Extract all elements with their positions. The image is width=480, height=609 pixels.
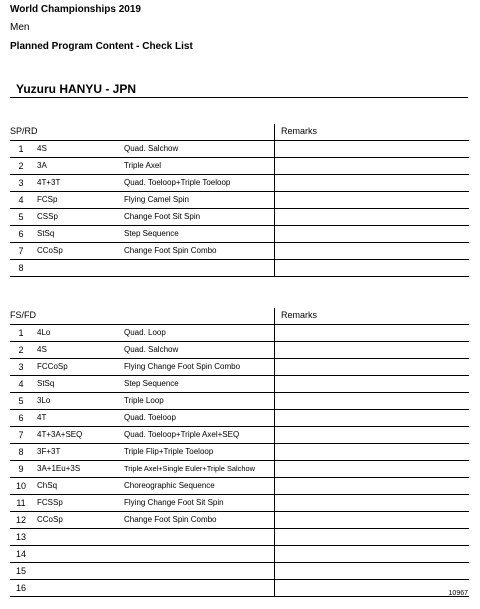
element-row <box>10 141 469 158</box>
element-description: Quad. Salchow <box>124 345 179 354</box>
remarks-cell[interactable] <box>274 226 469 242</box>
element-description: Triple Axel <box>124 161 162 170</box>
element-number: 4 <box>18 379 24 389</box>
element-row <box>10 243 469 260</box>
column-divider <box>274 124 275 140</box>
remarks-cell[interactable] <box>274 495 469 511</box>
element-number: 5 <box>18 396 24 406</box>
remarks-cell[interactable] <box>274 563 469 579</box>
element-code: 3F+3T <box>37 447 61 456</box>
remarks-cell[interactable] <box>274 461 469 477</box>
element-number: 10 <box>15 481 26 491</box>
remarks-cell[interactable] <box>274 325 469 341</box>
element-code: FCSSp <box>37 498 63 507</box>
element-code: 4T+3A+SEQ <box>37 430 83 439</box>
element-description: Quad. Toeloop+Triple Toeloop <box>124 178 231 187</box>
remarks-header: Remarks <box>281 310 318 320</box>
element-number: 9 <box>18 464 24 474</box>
remarks-cell[interactable] <box>274 209 469 225</box>
remarks-cell[interactable] <box>274 342 469 358</box>
element-row <box>10 342 469 359</box>
element-description: Quad. Toeloop+Triple Axel+SEQ <box>124 430 240 439</box>
element-number: 6 <box>18 413 24 423</box>
element-description: Flying Change Foot Spin Combo <box>124 362 241 371</box>
element-description: Choreographic Sequence <box>124 481 215 490</box>
remarks-cell[interactable] <box>274 580 469 596</box>
element-row <box>10 410 469 427</box>
element-description: Triple Flip+Triple Toeloop <box>124 447 214 456</box>
element-description: Flying Camel Spin <box>124 195 189 204</box>
element-code: StSq <box>37 379 55 388</box>
document-number: 10967 <box>448 590 468 597</box>
element-description: Change Foot Sit Spin <box>124 212 201 221</box>
element-number: 2 <box>18 345 24 355</box>
element-code: 4S <box>37 345 47 354</box>
section-header <box>10 124 469 141</box>
section-title: SP/RD <box>10 126 38 136</box>
element-row <box>10 175 469 192</box>
remarks-header: Remarks <box>281 126 318 136</box>
remarks-cell[interactable] <box>274 158 469 174</box>
element-code: 3Lo <box>37 396 51 405</box>
section-title: FS/FD <box>10 310 36 320</box>
element-description: Quad. Loop <box>124 328 166 337</box>
remarks-cell[interactable] <box>274 512 469 528</box>
element-row <box>10 209 469 226</box>
element-number: 13 <box>15 532 26 542</box>
element-row <box>10 158 469 175</box>
remarks-cell[interactable] <box>274 529 469 545</box>
element-description: Quad. Salchow <box>124 144 179 153</box>
element-number: 2 <box>18 161 24 171</box>
element-number: 4 <box>18 195 24 205</box>
column-divider <box>274 308 275 324</box>
element-number: 1 <box>18 144 24 154</box>
document-title: Planned Program Content - Check List <box>10 41 193 52</box>
element-row <box>10 226 469 243</box>
element-row <box>10 580 469 597</box>
element-code: ChSq <box>37 481 58 490</box>
free-skate-table <box>10 308 469 597</box>
element-number: 11 <box>16 498 26 508</box>
element-row <box>10 529 469 546</box>
element-row <box>10 461 469 478</box>
category-label: Men <box>10 22 30 33</box>
remarks-cell[interactable] <box>274 359 469 375</box>
element-number: 14 <box>15 549 26 559</box>
short-program-table <box>10 124 469 277</box>
element-description: Flying Change Foot Sit Spin <box>124 498 224 507</box>
element-number: 3 <box>18 362 24 372</box>
event-title: World Championships 2019 <box>10 4 141 15</box>
element-code: 3A <box>37 161 47 170</box>
section-header <box>10 308 469 325</box>
element-row <box>10 546 469 563</box>
element-number: 16 <box>15 583 26 593</box>
skater-name: Yuzuru HANYU - JPN <box>16 82 137 96</box>
element-number: 8 <box>18 263 24 273</box>
element-number: 7 <box>18 246 24 256</box>
remarks-cell[interactable] <box>274 243 469 259</box>
element-row <box>10 192 469 209</box>
element-number: 5 <box>18 212 24 222</box>
remarks-cell[interactable] <box>274 175 469 191</box>
element-row <box>10 444 469 461</box>
skater-divider <box>10 97 468 98</box>
element-number: 12 <box>15 515 26 525</box>
remarks-cell[interactable] <box>274 192 469 208</box>
element-code: FCCoSp <box>37 362 68 371</box>
element-description: Triple Axel+Single Euler+Triple Salchow <box>124 464 255 473</box>
element-description: Triple Loop <box>124 396 164 405</box>
element-code: CCoSp <box>37 246 63 255</box>
element-row <box>10 427 469 444</box>
element-code: 3A+1Eu+3S <box>37 464 81 473</box>
element-row <box>10 495 469 512</box>
element-number: 15 <box>15 566 26 576</box>
element-number: 8 <box>18 447 24 457</box>
remarks-cell[interactable] <box>274 393 469 409</box>
element-code: 4T+3T <box>37 178 61 187</box>
element-number: 3 <box>18 178 24 188</box>
remarks-cell[interactable] <box>274 141 469 157</box>
element-description: Step Sequence <box>124 379 179 388</box>
element-row <box>10 260 469 277</box>
remarks-cell[interactable] <box>274 410 469 426</box>
element-code: FCSp <box>37 195 58 204</box>
element-code: StSq <box>37 229 55 238</box>
remarks-cell[interactable] <box>274 444 469 460</box>
element-row <box>10 393 469 410</box>
element-code: 4S <box>37 144 47 153</box>
element-row <box>10 376 469 393</box>
remarks-cell[interactable] <box>274 546 469 562</box>
element-code: 4Lo <box>37 328 51 337</box>
element-description: Step Sequence <box>124 229 179 238</box>
element-description: Quad. Toeloop <box>124 413 176 422</box>
element-row <box>10 563 469 580</box>
element-code: CSSp <box>37 212 58 221</box>
remarks-cell[interactable] <box>274 427 469 443</box>
element-number: 6 <box>18 229 24 239</box>
element-number: 1 <box>18 328 24 338</box>
element-number: 7 <box>18 430 24 440</box>
element-row <box>10 512 469 529</box>
element-row <box>10 325 469 342</box>
remarks-cell[interactable] <box>274 478 469 494</box>
element-row <box>10 478 469 495</box>
element-description: Change Foot Spin Combo <box>124 515 217 524</box>
remarks-cell[interactable] <box>274 260 469 276</box>
element-code: 4T <box>37 413 47 422</box>
element-description: Change Foot Spin Combo <box>124 246 217 255</box>
element-row <box>10 359 469 376</box>
element-code: CCoSp <box>37 515 63 524</box>
remarks-cell[interactable] <box>274 376 469 392</box>
